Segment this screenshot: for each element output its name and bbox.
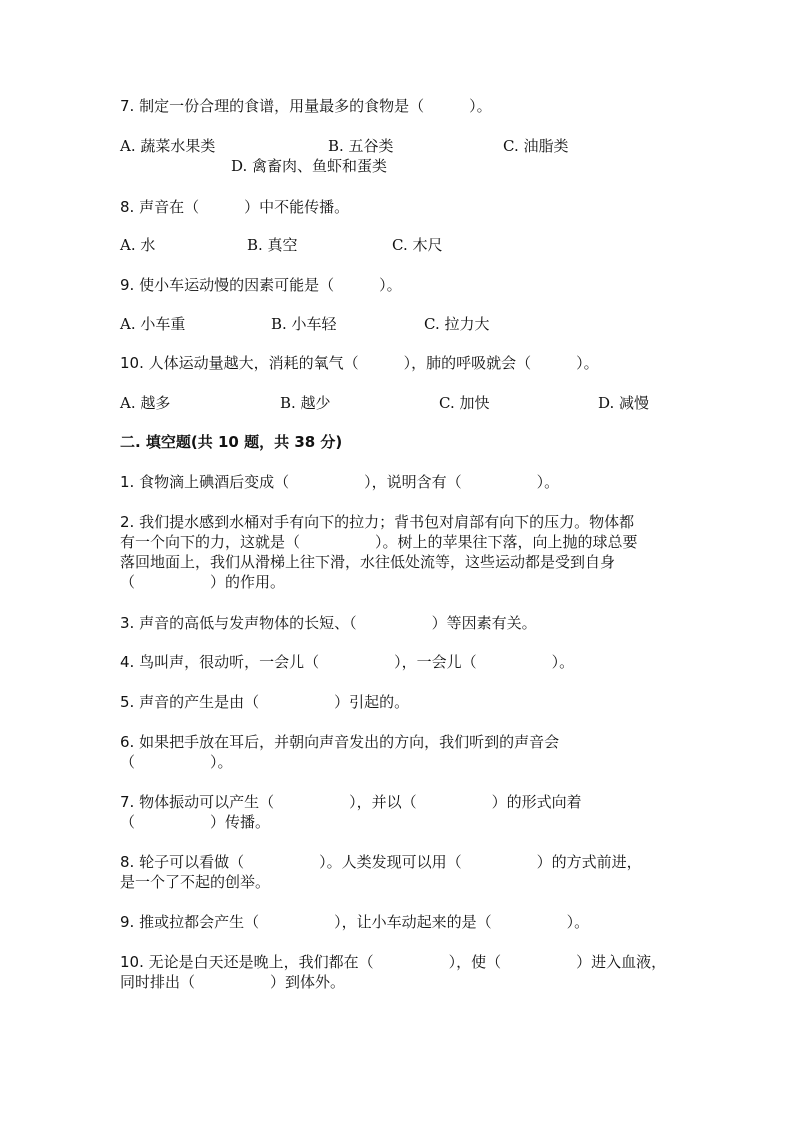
fill-question-8-line-1: 8. 轮子可以看做（ ）。人类发现可以用（ ）的方式前进， xyxy=(120,853,642,871)
question-8-option-c: C. 木尺 xyxy=(392,236,443,254)
question-10-option-d: D. 减慢 xyxy=(598,394,650,412)
fill-question-3-line-1: 3. 声音的高低与发声物体的长短、（ ）等因素有关。 xyxy=(120,614,537,632)
fill-question-6-line-2: （ ）。 xyxy=(120,753,233,771)
fill-question-1-line-1: 1. 食物滴上碘酒后变成（ ），说明含有（ ）。 xyxy=(120,473,560,491)
question-10-option-a: A. 越多 xyxy=(120,394,171,412)
fill-question-7-line-1: 7. 物体振动可以产生（ ），并以（ ）的形式向着 xyxy=(120,793,582,811)
question-10-stem: 10. 人体运动量越大，消耗的氧气（ ），肺的呼吸就会（ ）。 xyxy=(120,354,599,372)
question-8-option-a: A. 水 xyxy=(120,236,156,254)
question-9-stem: 9. 使小车运动慢的因素可能是（ ）。 xyxy=(120,276,402,294)
fill-question-7-line-2: （ ）传播。 xyxy=(120,813,271,831)
question-7-stem: 7. 制定一份合理的食谱，用量最多的食物是（ ）。 xyxy=(120,97,492,115)
question-9-option-a: A. 小车重 xyxy=(120,315,186,333)
fill-question-8-line-2: 是一个了不起的创举。 xyxy=(120,873,271,891)
fill-question-9-line-1: 9. 推或拉都会产生（ ），让小车动起来的是（ ）。 xyxy=(120,913,590,931)
fill-question-4-line-1: 4. 鸟叫声，很动听，一会儿（ ），一会儿（ ）。 xyxy=(120,653,575,671)
fill-question-10-line-1: 10. 无论是白天还是晚上，我们都在（ ），使（ ）进入血液， xyxy=(120,953,667,971)
question-7-option-a: A. 蔬菜水果类 xyxy=(120,137,216,155)
question-10-option-b: B. 越少 xyxy=(280,394,331,412)
question-8-option-b: B. 真空 xyxy=(247,236,298,254)
fill-question-2-line-1: 2. 我们提水感到水桶对手有向下的拉力；背书包对肩部有向下的压力。物体都 xyxy=(120,513,635,531)
fill-question-2-line-2: 有一个向下的力，这就是（ ）。树上的苹果往下落，向上抛的球总要 xyxy=(120,533,638,551)
question-7-option-d: D. 禽畜肉、鱼虾和蛋类 xyxy=(231,157,388,175)
question-8-stem: 8. 声音在（ ）中不能传播。 xyxy=(120,198,350,216)
section-heading-fill-in: 二. 填空题(共 10 题，共 38 分) xyxy=(120,433,343,451)
question-9-option-b: B. 小车轻 xyxy=(271,315,337,333)
question-7-option-b: B. 五谷类 xyxy=(328,137,394,155)
fill-question-2-line-4: （ ）的作用。 xyxy=(120,573,286,591)
fill-question-6-line-1: 6. 如果把手放在耳后，并朝向声音发出的方向，我们听到的声音会 xyxy=(120,733,560,751)
question-10-option-c: C. 加快 xyxy=(439,394,490,412)
fill-question-5-line-1: 5. 声音的产生是由（ ）引起的。 xyxy=(120,693,410,711)
question-7-option-c: C. 油脂类 xyxy=(503,137,569,155)
fill-question-10-line-2: 同时排出（ ）到体外。 xyxy=(120,973,346,991)
fill-question-2-line-3: 落回地面上，我们从滑梯上往下滑，水往低处流等，这些运动都是受到自身 xyxy=(120,553,616,571)
question-9-option-c: C. 拉力大 xyxy=(424,315,490,333)
